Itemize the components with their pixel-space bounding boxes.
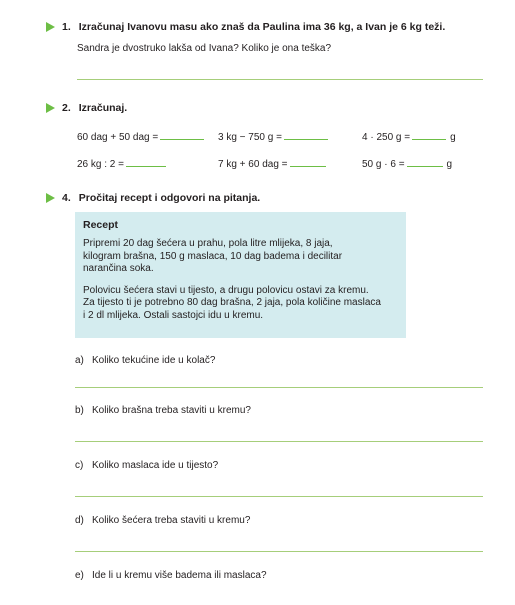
q2-heading — [62, 102, 127, 114]
q2-item: 4 · 250 g = g — [362, 132, 456, 143]
q2-item: 26 kg : 2 = — [77, 158, 166, 170]
q1-title: Izračunaj Ivanovu masu ako znaš da Paulina ima 36 kg, a Ivan je 6 kg teži. — [78, 21, 446, 33]
q2-item: 60 dag + 50 dag = — [77, 131, 204, 143]
q2-item: 7 kg + 60 dag = — [218, 158, 326, 170]
answer-blank[interactable] — [412, 131, 446, 140]
answer-blank[interactable] — [284, 131, 328, 140]
q1-line2: Sandra je dvostruko lakša od Ivana? Koliko je ona teška? — [77, 43, 332, 54]
subquestion-c: c) Koliko maslaca ide u tijesto? — [75, 460, 219, 471]
q4-title: Pročitaj recept i odgovori na pitanja. — [78, 192, 261, 204]
recipe-box — [75, 212, 406, 338]
recipe-paragraph-1: Pripremi 20 dag šećera u prahu, pola litre mlijeka, 8 jaja, kilogram brašna, 150 g maslaca, 10 dag badema i decilitar naran​čina soka. — [83, 238, 343, 274]
q1-answer-line[interactable] — [77, 79, 483, 80]
answer-blank[interactable] — [407, 158, 443, 167]
q1-arrow-icon — [46, 22, 55, 32]
unit-label: g — [450, 132, 456, 143]
recipe-title: Recept — [83, 219, 119, 231]
recipe-paragraph-2: Polovicu šećera stavi u tijesto, a drugu polovicu ostavi za kremu. Za tijesto ti je potrebno 80 dag brašna, 2 jaja, pola količine maslaca i 2 dl mlijeka. Ostali sastojci idu u kremu. — [83, 284, 381, 321]
answer-blank[interactable] — [126, 158, 166, 167]
answer-line-c[interactable] — [75, 496, 483, 497]
subquestion-b: b) Koliko brašna treba staviti u kremu? — [75, 405, 251, 416]
subquestion-e: e) Ide li u kremu više badema ili maslaca? — [75, 570, 267, 581]
answer-blank[interactable] — [160, 131, 204, 140]
q1-heading — [62, 21, 445, 33]
q1-number: 1. — [62, 21, 71, 33]
q2-item: 50 g · 6 = g — [362, 159, 453, 170]
answer-line-d[interactable] — [75, 551, 483, 552]
answer-blank[interactable] — [290, 158, 326, 167]
q2-item: 3 kg − 750 g = — [218, 131, 328, 143]
q2-title: Izračunaj. — [78, 102, 128, 114]
q4-number: 4. — [62, 192, 71, 204]
subquestion-d: d) Koliko šećera treba staviti u kremu? — [75, 515, 251, 526]
q4-arrow-icon — [46, 193, 55, 203]
unit-label: g — [446, 159, 453, 170]
answer-line-a[interactable] — [75, 387, 483, 388]
q4-heading — [62, 192, 260, 204]
subquestion-a: a) Koliko tekućine ide u kolač? — [75, 355, 216, 366]
q2-number: 2. — [62, 102, 71, 114]
q2-arrow-icon — [46, 103, 55, 113]
answer-line-b[interactable] — [75, 441, 483, 442]
